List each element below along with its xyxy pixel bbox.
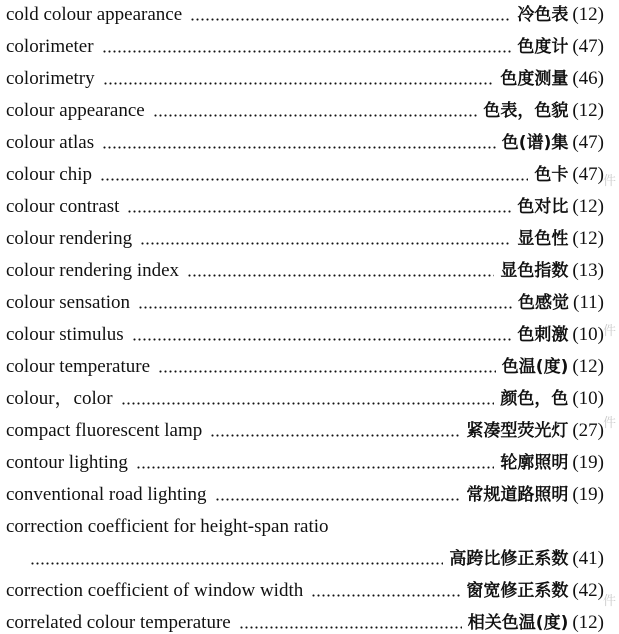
index-entry: [6, 160, 604, 186]
entry-chinese-term: 窗宽修正系数: [466, 581, 569, 601]
dot-leader: [239, 626, 462, 629]
entry-page-number: (12): [572, 196, 604, 217]
dot-leader: [153, 114, 478, 117]
entry-page-number: (27): [572, 420, 604, 441]
entry-chinese-term: 色度测量: [500, 69, 569, 89]
dot-leader: [102, 50, 512, 53]
entry-term: correlated colour temperature: [6, 612, 231, 633]
dot-leader: [30, 562, 443, 565]
dot-leader: [121, 402, 495, 405]
entry-term: colorimeter: [6, 36, 94, 57]
entry-term: colour atlas: [6, 132, 95, 153]
entry-page-number: (47): [572, 36, 604, 57]
index-entry: [6, 192, 604, 218]
entry-page-number: (47): [572, 164, 604, 185]
entry-term: colour rendering: [6, 228, 133, 249]
entry-page-number: (42): [572, 580, 604, 601]
entry-term: colour rendering index: [6, 260, 180, 281]
entry-page-number: (12): [572, 356, 604, 377]
dot-leader: [187, 274, 494, 277]
entry-page-number: (12): [572, 4, 604, 25]
index-entry: [6, 288, 604, 314]
entry-chinese-term: 色刺激: [517, 325, 569, 345]
dot-leader: [136, 466, 494, 469]
entry-chinese-term: 显色指数: [500, 261, 569, 281]
dot-leader: [127, 210, 511, 213]
index-entry: [6, 96, 604, 122]
entry-chinese-term: 轮廓照明: [500, 453, 569, 473]
watermark-glyph: 件: [603, 323, 617, 338]
dot-leader: [311, 594, 460, 597]
entry-chinese-term: 常规道路照明: [466, 485, 569, 505]
index-entry: [6, 64, 604, 90]
index-entry: [6, 480, 604, 506]
index-entry: [6, 128, 604, 154]
entry-chinese-term: 色卡: [534, 165, 569, 185]
watermark-glyph: 件: [603, 173, 617, 188]
dot-leader: [210, 434, 460, 437]
entry-page-number: (46): [572, 68, 604, 89]
entry-term: colour，color: [6, 388, 113, 409]
entry-chinese-term: 色感觉: [518, 293, 570, 313]
entry-term: colour sensation: [6, 292, 131, 313]
entry-term: colour chip: [6, 164, 93, 185]
index-entry-continuation: [30, 544, 604, 570]
entry-chinese-term: 色对比: [517, 197, 569, 217]
dot-leader: [190, 18, 511, 21]
index-entry: [6, 320, 604, 346]
entry-chinese-term: 相关色温(度): [467, 613, 569, 633]
index-entry: [6, 352, 604, 378]
watermark-glyph: 件: [603, 415, 617, 430]
index-entry: [6, 224, 604, 250]
entry-term: contour lighting: [6, 452, 128, 473]
entry-chinese-term: 色度计: [517, 37, 569, 57]
entry-page-number: (10): [572, 388, 604, 409]
entry-chinese-term: 显色性: [517, 229, 569, 249]
entry-page-number: (12): [572, 100, 604, 121]
dot-leader: [138, 306, 512, 309]
dot-leader: [215, 498, 461, 501]
dot-leader: [102, 146, 496, 149]
index-entry: [6, 384, 604, 410]
entry-term: cold colour appearance: [6, 4, 183, 25]
dot-leader: [103, 82, 495, 85]
index-entry: [6, 256, 604, 282]
entry-page-number: (11): [573, 292, 604, 313]
entry-chinese-term: 高跨比修正系数: [449, 549, 569, 569]
dot-leader: [100, 178, 528, 181]
index-entry-heading: [6, 512, 604, 538]
entry-chinese-term: 颜色，色: [500, 389, 569, 409]
entry-chinese-term: 冷色表: [517, 5, 569, 25]
entry-chinese-term: 紧凑型荧光灯: [466, 421, 569, 441]
entry-term: conventional road lighting: [6, 484, 207, 505]
index-entry: [6, 416, 604, 442]
entry-chinese-term: 色温(度): [501, 357, 569, 377]
dot-leader: [158, 370, 496, 373]
entry-term: compact fluorescent lamp: [6, 420, 203, 441]
dot-leader: [132, 338, 512, 341]
dot-leader: [140, 242, 511, 245]
entry-page-number: (10): [572, 324, 604, 345]
entry-page-number: (19): [572, 452, 604, 473]
entry-term: colour stimulus: [6, 324, 124, 345]
entry-page-number: (47): [572, 132, 604, 153]
entry-page-number: (12): [572, 612, 604, 633]
entry-chinese-term: 色表，色貌: [483, 101, 569, 121]
index-entry: [6, 448, 604, 474]
index-entry: [6, 576, 604, 602]
index-entry: [6, 608, 604, 634]
entry-term: correction coefficient for height-span ratio: [6, 516, 329, 537]
entry-page-number: (13): [572, 260, 604, 281]
entry-term: correction coefficient of window width: [6, 580, 304, 601]
entry-page-number: (12): [572, 228, 604, 249]
entry-term: colour temperature: [6, 356, 151, 377]
entry-page-number: (19): [572, 484, 604, 505]
entry-chinese-term: 色(谱)集: [501, 133, 569, 153]
entry-term: colour contrast: [6, 196, 120, 217]
watermark-glyph: 件: [603, 593, 617, 608]
index-entry: [6, 0, 604, 26]
entry-term: colorimetry: [6, 68, 95, 89]
index-entry: [6, 32, 604, 58]
entry-term: colour appearance: [6, 100, 145, 121]
entry-page-number: (41): [572, 548, 604, 569]
